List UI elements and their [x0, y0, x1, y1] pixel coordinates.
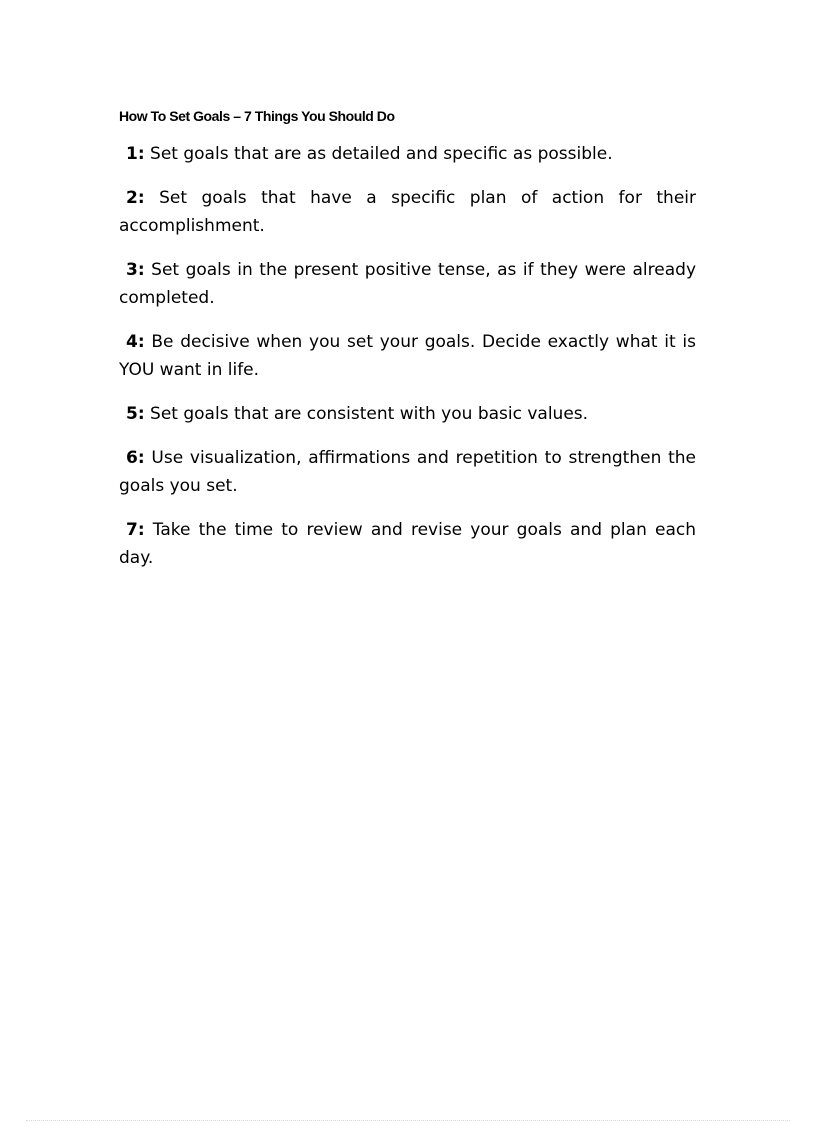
item-number: 5: — [126, 404, 145, 424]
item-number: 3: — [126, 260, 145, 280]
item-number: 2: — [126, 188, 145, 208]
item-text: Set goals that are as detailed and specific as possible. — [150, 144, 613, 164]
item-text: Set goals that have a specific plan of action for their accomplishment. — [119, 188, 696, 236]
item-number: 6: — [126, 448, 145, 468]
item-text: Take the time to review and revise your goals and plan each day. — [119, 520, 696, 568]
goal-list — [119, 140, 696, 572]
document-title: How To Set Goals – 7 Things You Should Do — [119, 108, 395, 124]
document-body — [119, 106, 696, 588]
item-number: 4: — [126, 332, 145, 352]
list-item — [119, 400, 696, 428]
item-number: 7: — [126, 520, 145, 540]
item-text: Set goals in the present positive tense, as if they were already completed. — [119, 260, 697, 308]
list-item — [119, 328, 696, 384]
list-item — [119, 256, 696, 312]
page-bottom-divider — [26, 1120, 790, 1121]
item-text: Be decisive when you set your goals. Decide exactly what it is YOU want in life. — [119, 332, 697, 380]
list-item — [119, 516, 696, 572]
item-number: 1: — [126, 144, 145, 164]
list-item — [119, 140, 696, 168]
item-text: Set goals that are consistent with you basic values. — [150, 404, 589, 424]
item-text: Use visualization, affirmations and repetition to strengthen the goals you set. — [119, 448, 696, 496]
list-item — [119, 184, 696, 240]
list-item — [119, 444, 696, 500]
